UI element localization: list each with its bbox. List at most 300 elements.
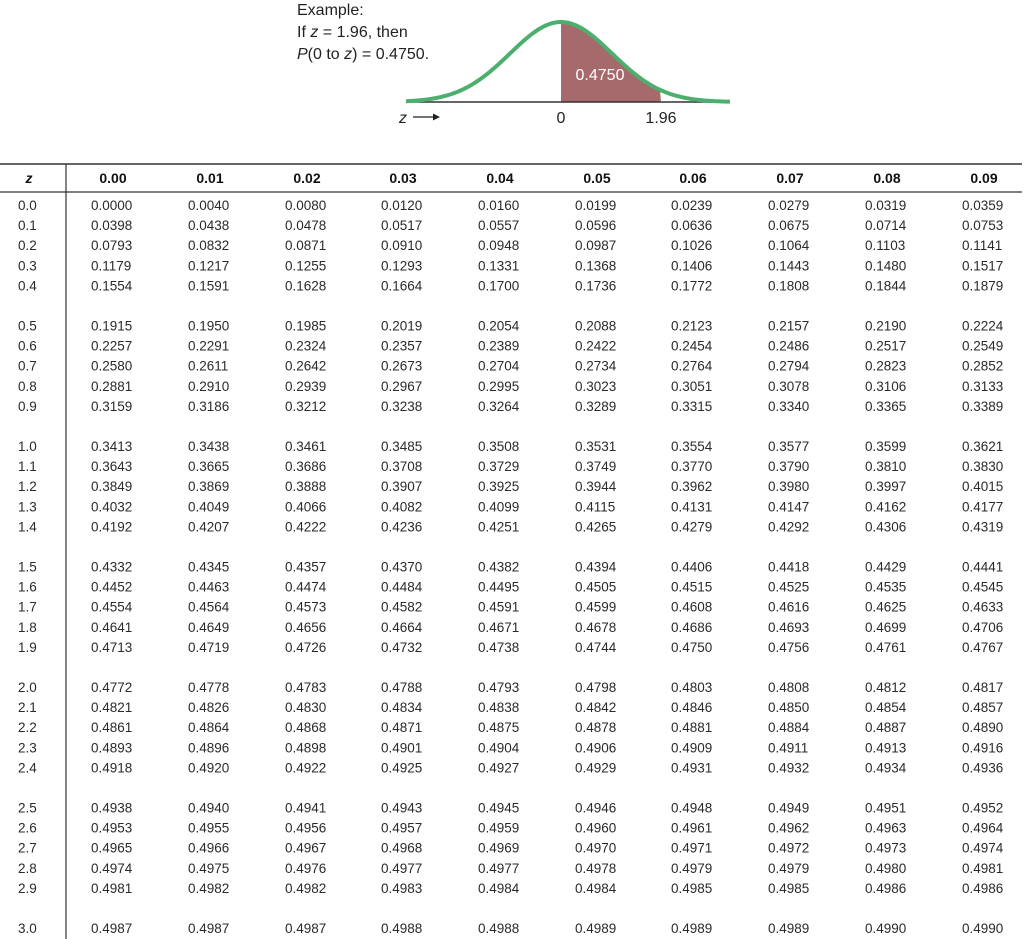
table-cell: 0.4977	[478, 860, 520, 876]
table-cell: 0.4463	[188, 579, 230, 595]
shaded-area-label: 0.4750	[575, 67, 625, 84]
table-cell: 0.1591	[188, 278, 230, 294]
table-cell: 0.4980	[865, 860, 907, 876]
table-cell: 0.2794	[768, 358, 810, 374]
table-cell: 0.0832	[188, 238, 230, 254]
table-cell: 0.1217	[188, 258, 230, 274]
table-cell: 0.4929	[575, 760, 617, 776]
table-cell: 0.4319	[962, 519, 1004, 535]
row-z-label: 2.6	[18, 820, 37, 836]
table-cell: 0.4429	[865, 559, 907, 575]
table-row	[18, 600, 1003, 615]
table-body	[18, 198, 1004, 936]
table-cell: 0.0478	[285, 218, 327, 234]
table-cell: 0.4982	[285, 880, 327, 896]
row-z-label: 0.6	[18, 338, 37, 354]
table-cell: 0.1517	[962, 258, 1004, 274]
table-cell: 0.1406	[671, 258, 713, 274]
row-z-label: 1.3	[18, 499, 37, 515]
table-cell: 0.4925	[381, 760, 423, 776]
table-cell: 0.1331	[478, 258, 520, 274]
row-z-label: 2.1	[18, 700, 37, 716]
table-cell: 0.4969	[478, 840, 520, 856]
table-cell: 0.4913	[865, 740, 907, 756]
table-cell: 0.2422	[575, 338, 617, 354]
table-cell: 0.4896	[188, 740, 230, 756]
table-cell: 0.4963	[865, 820, 907, 836]
table-cell: 0.4761	[865, 639, 907, 655]
table-cell: 0.2224	[962, 318, 1004, 334]
column-header: 0.03	[389, 170, 417, 186]
row-z-label: 1.9	[18, 639, 37, 655]
table-cell: 0.4495	[478, 579, 520, 595]
row-z-label: 0.2	[18, 238, 37, 254]
row-z-label: 1.1	[18, 459, 37, 475]
table-cell: 0.4162	[865, 499, 907, 515]
row-z-label: 0.5	[18, 318, 37, 334]
table-cell: 0.4857	[962, 700, 1004, 716]
column-header: 0.00	[99, 170, 127, 186]
column-header: 0.01	[196, 170, 224, 186]
table-cell: 0.3643	[91, 459, 133, 475]
table-cell: 0.3599	[865, 439, 907, 454]
table-cell: 0.3869	[188, 479, 230, 495]
row-z-label: 2.7	[18, 840, 37, 856]
table-row	[18, 560, 1003, 575]
table-cell: 0.3531	[575, 439, 617, 454]
table-cell: 0.3159	[91, 398, 133, 414]
table-cell: 0.4821	[91, 700, 133, 716]
table-row	[18, 821, 1004, 836]
table-cell: 0.4943	[381, 800, 423, 816]
table-cell: 0.3315	[671, 398, 713, 414]
table-row	[18, 640, 1003, 655]
table-cell: 0.4976	[285, 860, 327, 876]
row-z-label: 2.9	[18, 880, 37, 896]
table-cell: 0.2123	[671, 318, 713, 334]
table-cell: 0.4959	[478, 820, 520, 836]
table-cell: 0.2704	[478, 358, 520, 374]
example-line-if	[297, 24, 408, 41]
table-cell: 0.4719	[188, 639, 230, 655]
table-cell: 0.3051	[671, 378, 713, 394]
table-cell: 0.4115	[575, 499, 616, 515]
row-z-label: 1.4	[18, 519, 37, 535]
table-cell: 0.2190	[865, 318, 907, 334]
table-cell: 0.4049	[188, 499, 230, 515]
table-cell: 0.4884	[768, 720, 810, 736]
table-cell: 0.4965	[91, 840, 133, 856]
table-cell: 0.4778	[188, 680, 230, 695]
table-cell: 0.4236	[381, 519, 423, 535]
table-cell: 0.4890	[962, 720, 1004, 736]
example-if-suffix: = 1.96, then	[318, 24, 408, 41]
table-row	[18, 580, 1003, 595]
table-cell: 0.4878	[575, 720, 617, 736]
row-z-label: 2.4	[18, 760, 37, 776]
table-cell: 0.4904	[478, 740, 520, 756]
table-cell: 0.4974	[91, 860, 133, 876]
table-cell: 0.4332	[91, 559, 133, 575]
table-row	[18, 278, 1003, 293]
table-cell: 0.3186	[188, 398, 230, 414]
table-cell: 0.2580	[91, 358, 133, 374]
table-cell: 0.3289	[575, 398, 617, 414]
table-cell: 0.4798	[575, 680, 617, 695]
table-cell: 0.4582	[381, 599, 423, 615]
table-cell: 0.2764	[671, 358, 713, 374]
table-cell: 0.0319	[865, 198, 907, 213]
table-cell: 0.4788	[381, 680, 423, 695]
table-cell: 0.1664	[381, 278, 423, 294]
table-row	[18, 881, 1003, 896]
table-cell: 0.4099	[478, 499, 520, 515]
table-header-row	[99, 170, 997, 186]
row-z-label: 2.8	[18, 860, 37, 876]
table-row	[18, 760, 1003, 775]
table-cell: 0.0359	[962, 198, 1004, 213]
table-row	[18, 198, 1003, 213]
table-cell: 0.4964	[962, 820, 1004, 836]
table-cell: 0.3810	[865, 459, 907, 475]
table-cell: 0.0675	[768, 218, 810, 234]
table-cell: 0.4803	[671, 680, 713, 695]
table-cell: 0.1985	[285, 318, 327, 334]
table-row	[18, 680, 1003, 695]
table-cell: 0.4871	[381, 720, 423, 736]
table-cell: 0.4985	[671, 880, 713, 896]
table-cell: 0.2852	[962, 358, 1004, 374]
table-cell: 0.4987	[91, 921, 133, 936]
table-cell: 0.4973	[865, 840, 907, 856]
example-prob-var: z	[344, 46, 353, 63]
table-cell: 0.1255	[285, 258, 327, 274]
table-row	[18, 700, 1003, 715]
table-cell: 0.4131	[671, 499, 713, 515]
table-cell: 0.4932	[768, 760, 810, 776]
table-cell: 0.4192	[91, 519, 133, 535]
table-cell: 0.1628	[285, 278, 327, 294]
table-cell: 0.4893	[91, 740, 133, 756]
table-cell: 0.0636	[671, 218, 713, 234]
table-cell: 0.4066	[285, 499, 327, 515]
example-figure	[0, 0, 1024, 160]
table-cell: 0.4545	[962, 579, 1004, 595]
table-cell: 0.4222	[285, 519, 327, 535]
table-cell: 0.0160	[478, 198, 520, 213]
table-cell: 0.3461	[285, 439, 327, 454]
table-cell: 0.2549	[962, 338, 1004, 354]
table-cell: 0.4713	[91, 639, 133, 655]
table-cell: 0.2611	[188, 358, 229, 374]
row-z-label: 3.0	[18, 921, 37, 936]
table-cell: 0.4015	[962, 479, 1004, 495]
table-cell: 0.4861	[91, 720, 133, 736]
table-cell: 0.0871	[285, 238, 327, 254]
table-cell: 0.4961	[671, 820, 713, 836]
table-cell: 0.4738	[478, 639, 520, 655]
table-cell: 0.3212	[285, 398, 327, 414]
table-cell: 0.0793	[91, 238, 133, 254]
table-cell: 0.1554	[91, 278, 133, 294]
table-cell: 0.4968	[381, 840, 423, 856]
table-cell: 0.3413	[91, 439, 133, 454]
tick-z-label: 1.96	[645, 110, 677, 127]
table-cell: 0.0398	[91, 218, 133, 234]
table-cell: 0.4394	[575, 559, 617, 575]
z-arrow-head-icon	[433, 114, 440, 121]
table-cell: 0.3907	[381, 479, 423, 495]
table-cell: 0.2881	[91, 378, 133, 394]
table-cell: 0.2939	[285, 378, 327, 394]
table-cell: 0.4554	[91, 599, 133, 615]
table-cell: 0.4842	[575, 700, 617, 716]
column-header: 0.02	[293, 170, 321, 186]
table-cell: 0.4970	[575, 840, 617, 856]
table-cell: 0.4812	[865, 680, 907, 695]
table-row	[18, 359, 1003, 374]
table-cell: 0.4732	[381, 639, 423, 655]
table-cell: 0.4265	[575, 519, 617, 535]
table-cell: 0.0279	[768, 198, 810, 213]
table-cell: 0.1026	[671, 238, 713, 254]
row-z-label: 1.8	[18, 619, 37, 635]
table-cell: 0.0517	[381, 218, 423, 234]
example-if-var: z	[310, 24, 319, 41]
table-cell: 0.2088	[575, 318, 617, 334]
column-header: 0.07	[776, 170, 804, 186]
row-z-label: 2.2	[18, 720, 37, 736]
table-row	[18, 459, 1003, 474]
table-cell: 0.0987	[575, 238, 617, 254]
column-header: 0.09	[970, 170, 998, 186]
row-z-label: 0.3	[18, 258, 37, 274]
table-cell: 0.2454	[671, 338, 713, 354]
table-cell: 0.3389	[962, 398, 1004, 414]
table-cell: 0.4082	[381, 499, 423, 515]
table-cell: 0.4370	[381, 559, 423, 575]
table-cell: 0.0438	[188, 218, 230, 234]
table-cell: 0.4984	[575, 880, 617, 896]
table-cell: 0.1844	[865, 278, 907, 294]
table-cell: 0.1064	[768, 238, 810, 254]
row-z-label: 2.5	[18, 800, 37, 816]
table-cell: 0.0557	[478, 218, 520, 234]
table-cell: 0.3264	[478, 398, 520, 414]
table-cell: 0.4686	[671, 619, 713, 635]
table-cell: 0.4484	[381, 579, 423, 595]
table-cell: 0.1950	[188, 318, 230, 334]
row-z-label: 0.7	[18, 358, 37, 374]
table-cell: 0.3078	[768, 378, 810, 394]
table-cell: 0.4783	[285, 680, 327, 695]
table-cell: 0.2967	[381, 378, 423, 394]
table-cell: 0.4671	[478, 619, 520, 635]
table-cell: 0.4952	[962, 800, 1004, 816]
table-cell: 0.1772	[671, 278, 713, 294]
table-cell: 0.0080	[285, 198, 327, 213]
table-cell: 0.3686	[285, 459, 327, 475]
table-row	[18, 339, 1003, 354]
table-cell: 0.0596	[575, 218, 617, 234]
table-cell: 0.4989	[671, 921, 713, 936]
table-cell: 0.4987	[285, 921, 327, 936]
table-cell: 0.1141	[962, 238, 1003, 254]
table-cell: 0.4345	[188, 559, 230, 575]
table-cell: 0.4957	[381, 820, 423, 836]
row-z-label: 1.0	[18, 439, 37, 454]
row-z-label: 0.9	[18, 398, 37, 414]
table-cell: 0.4292	[768, 519, 810, 535]
table-row	[18, 479, 1003, 494]
table-cell: 0.4981	[91, 880, 133, 896]
table-row	[18, 499, 1003, 514]
table-row	[18, 218, 1003, 233]
table-cell: 0.3849	[91, 479, 133, 495]
table-cell: 0.4474	[285, 579, 327, 595]
example-line-prob	[297, 46, 429, 63]
table-cell: 0.1443	[768, 258, 810, 274]
example-prob-mid: (0 to	[307, 46, 345, 63]
table-cell: 0.1368	[575, 258, 617, 274]
table-row	[18, 319, 1004, 334]
table-cell: 0.4945	[478, 800, 520, 816]
table-cell: 0.3023	[575, 378, 617, 394]
table-cell: 0.3749	[575, 459, 617, 475]
table-cell: 0.2157	[768, 318, 810, 334]
table-cell: 0.4808	[768, 680, 810, 695]
table-cell: 0.4649	[188, 619, 230, 635]
table-cell: 0.4918	[91, 760, 133, 776]
table-cell: 0.4922	[285, 760, 327, 776]
table-row	[18, 519, 1003, 534]
table-cell: 0.4955	[188, 820, 230, 836]
table-cell: 0.0948	[478, 238, 520, 254]
table-cell: 0.4830	[285, 700, 327, 716]
table-cell: 0.0120	[381, 198, 423, 213]
table-cell: 0.4948	[671, 800, 713, 816]
table-cell: 0.4772	[91, 680, 133, 695]
table-cell: 0.0910	[381, 238, 423, 254]
table-cell: 0.4564	[188, 599, 230, 615]
table-cell: 0.4699	[865, 619, 907, 635]
table-row	[18, 841, 1004, 856]
row-z-label: 0.1	[18, 218, 37, 234]
column-header: 0.08	[873, 170, 901, 186]
table-cell: 0.4985	[768, 880, 810, 896]
table-cell: 0.4977	[381, 860, 423, 876]
table-cell: 0.4706	[962, 619, 1004, 635]
column-header: 0.06	[679, 170, 707, 186]
table-cell: 0.4838	[478, 700, 520, 716]
table-cell: 0.4854	[865, 700, 907, 716]
table-cell: 0.3830	[962, 459, 1004, 475]
example-heading: Example:	[297, 2, 364, 19]
table-cell: 0.2910	[188, 378, 230, 394]
table-cell: 0.2642	[285, 358, 327, 374]
table-cell: 0.4979	[768, 860, 810, 876]
table-cell: 0.4641	[91, 619, 133, 635]
table-cell: 0.2019	[381, 318, 423, 334]
table-cell: 0.4147	[768, 499, 810, 515]
table-cell: 0.4983	[381, 880, 423, 896]
table-cell: 0.1736	[575, 278, 617, 294]
table-cell: 0.4898	[285, 740, 327, 756]
table-cell: 0.1103	[865, 238, 906, 254]
column-header: 0.04	[486, 170, 514, 186]
table-cell: 0.4887	[865, 720, 907, 736]
table-cell: 0.4988	[478, 921, 520, 936]
table-cell: 0.4920	[188, 760, 230, 776]
table-cell: 0.2389	[478, 338, 520, 354]
table-row	[18, 620, 1003, 635]
table-cell: 0.4940	[188, 800, 230, 816]
table-cell: 0.4177	[962, 499, 1004, 515]
table-cell: 0.4678	[575, 619, 617, 635]
table-cell: 0.3997	[865, 479, 907, 495]
row-z-label: 0.0	[18, 198, 37, 213]
table-cell: 0.4967	[285, 840, 327, 856]
table-row	[18, 238, 1002, 253]
table-cell: 0.4207	[188, 519, 230, 535]
table-cell: 0.4986	[962, 880, 1004, 896]
row-z-label: 1.7	[18, 599, 37, 615]
header-z: z	[25, 170, 33, 186]
table-cell: 0.3577	[768, 439, 810, 454]
table-row	[18, 399, 1003, 414]
table-row	[18, 379, 1003, 394]
table-cell: 0.4931	[671, 760, 713, 776]
column-header: 0.05	[583, 170, 611, 186]
table-cell: 0.4938	[91, 800, 133, 816]
table-cell: 0.2995	[478, 378, 520, 394]
table-cell: 0.2257	[91, 338, 133, 354]
table-cell: 0.4599	[575, 599, 617, 615]
table-cell: 0.4989	[768, 921, 810, 936]
table-cell: 0.4750	[671, 639, 713, 655]
z-axis-label: z	[399, 110, 407, 127]
table-cell: 0.4850	[768, 700, 810, 716]
table-cell: 0.4452	[91, 579, 133, 595]
table-cell: 0.4966	[188, 840, 230, 856]
table-cell: 0.4251	[478, 519, 520, 535]
table-row	[18, 801, 1003, 816]
table-cell: 0.4573	[285, 599, 327, 615]
table-cell: 0.4357	[285, 559, 327, 575]
table-cell: 0.4981	[962, 860, 1004, 876]
table-cell: 0.2291	[188, 338, 230, 354]
example-prob-suffix: ) = 0.4750.	[352, 46, 430, 63]
row-z-label: 0.8	[18, 378, 37, 394]
table-cell: 0.4505	[575, 579, 617, 595]
table-cell: 0.3708	[381, 459, 423, 475]
table-cell: 0.4953	[91, 820, 133, 836]
tick-zero-label: 0	[556, 110, 566, 127]
table-cell: 0.1915	[91, 318, 133, 334]
table-cell: 0.4525	[768, 579, 810, 595]
table-cell: 0.4656	[285, 619, 327, 635]
table-cell: 0.4032	[91, 499, 133, 515]
table-cell: 0.3980	[768, 479, 810, 495]
table-cell: 0.3888	[285, 479, 327, 495]
table-cell: 0.3621	[962, 439, 1004, 454]
table-cell: 0.3944	[575, 479, 617, 495]
table-cell: 0.4418	[768, 559, 810, 575]
table-cell: 0.4984	[478, 880, 520, 896]
table-cell: 0.4744	[575, 639, 617, 655]
table-cell: 0.4406	[671, 559, 713, 575]
row-z-label: 1.2	[18, 479, 37, 495]
